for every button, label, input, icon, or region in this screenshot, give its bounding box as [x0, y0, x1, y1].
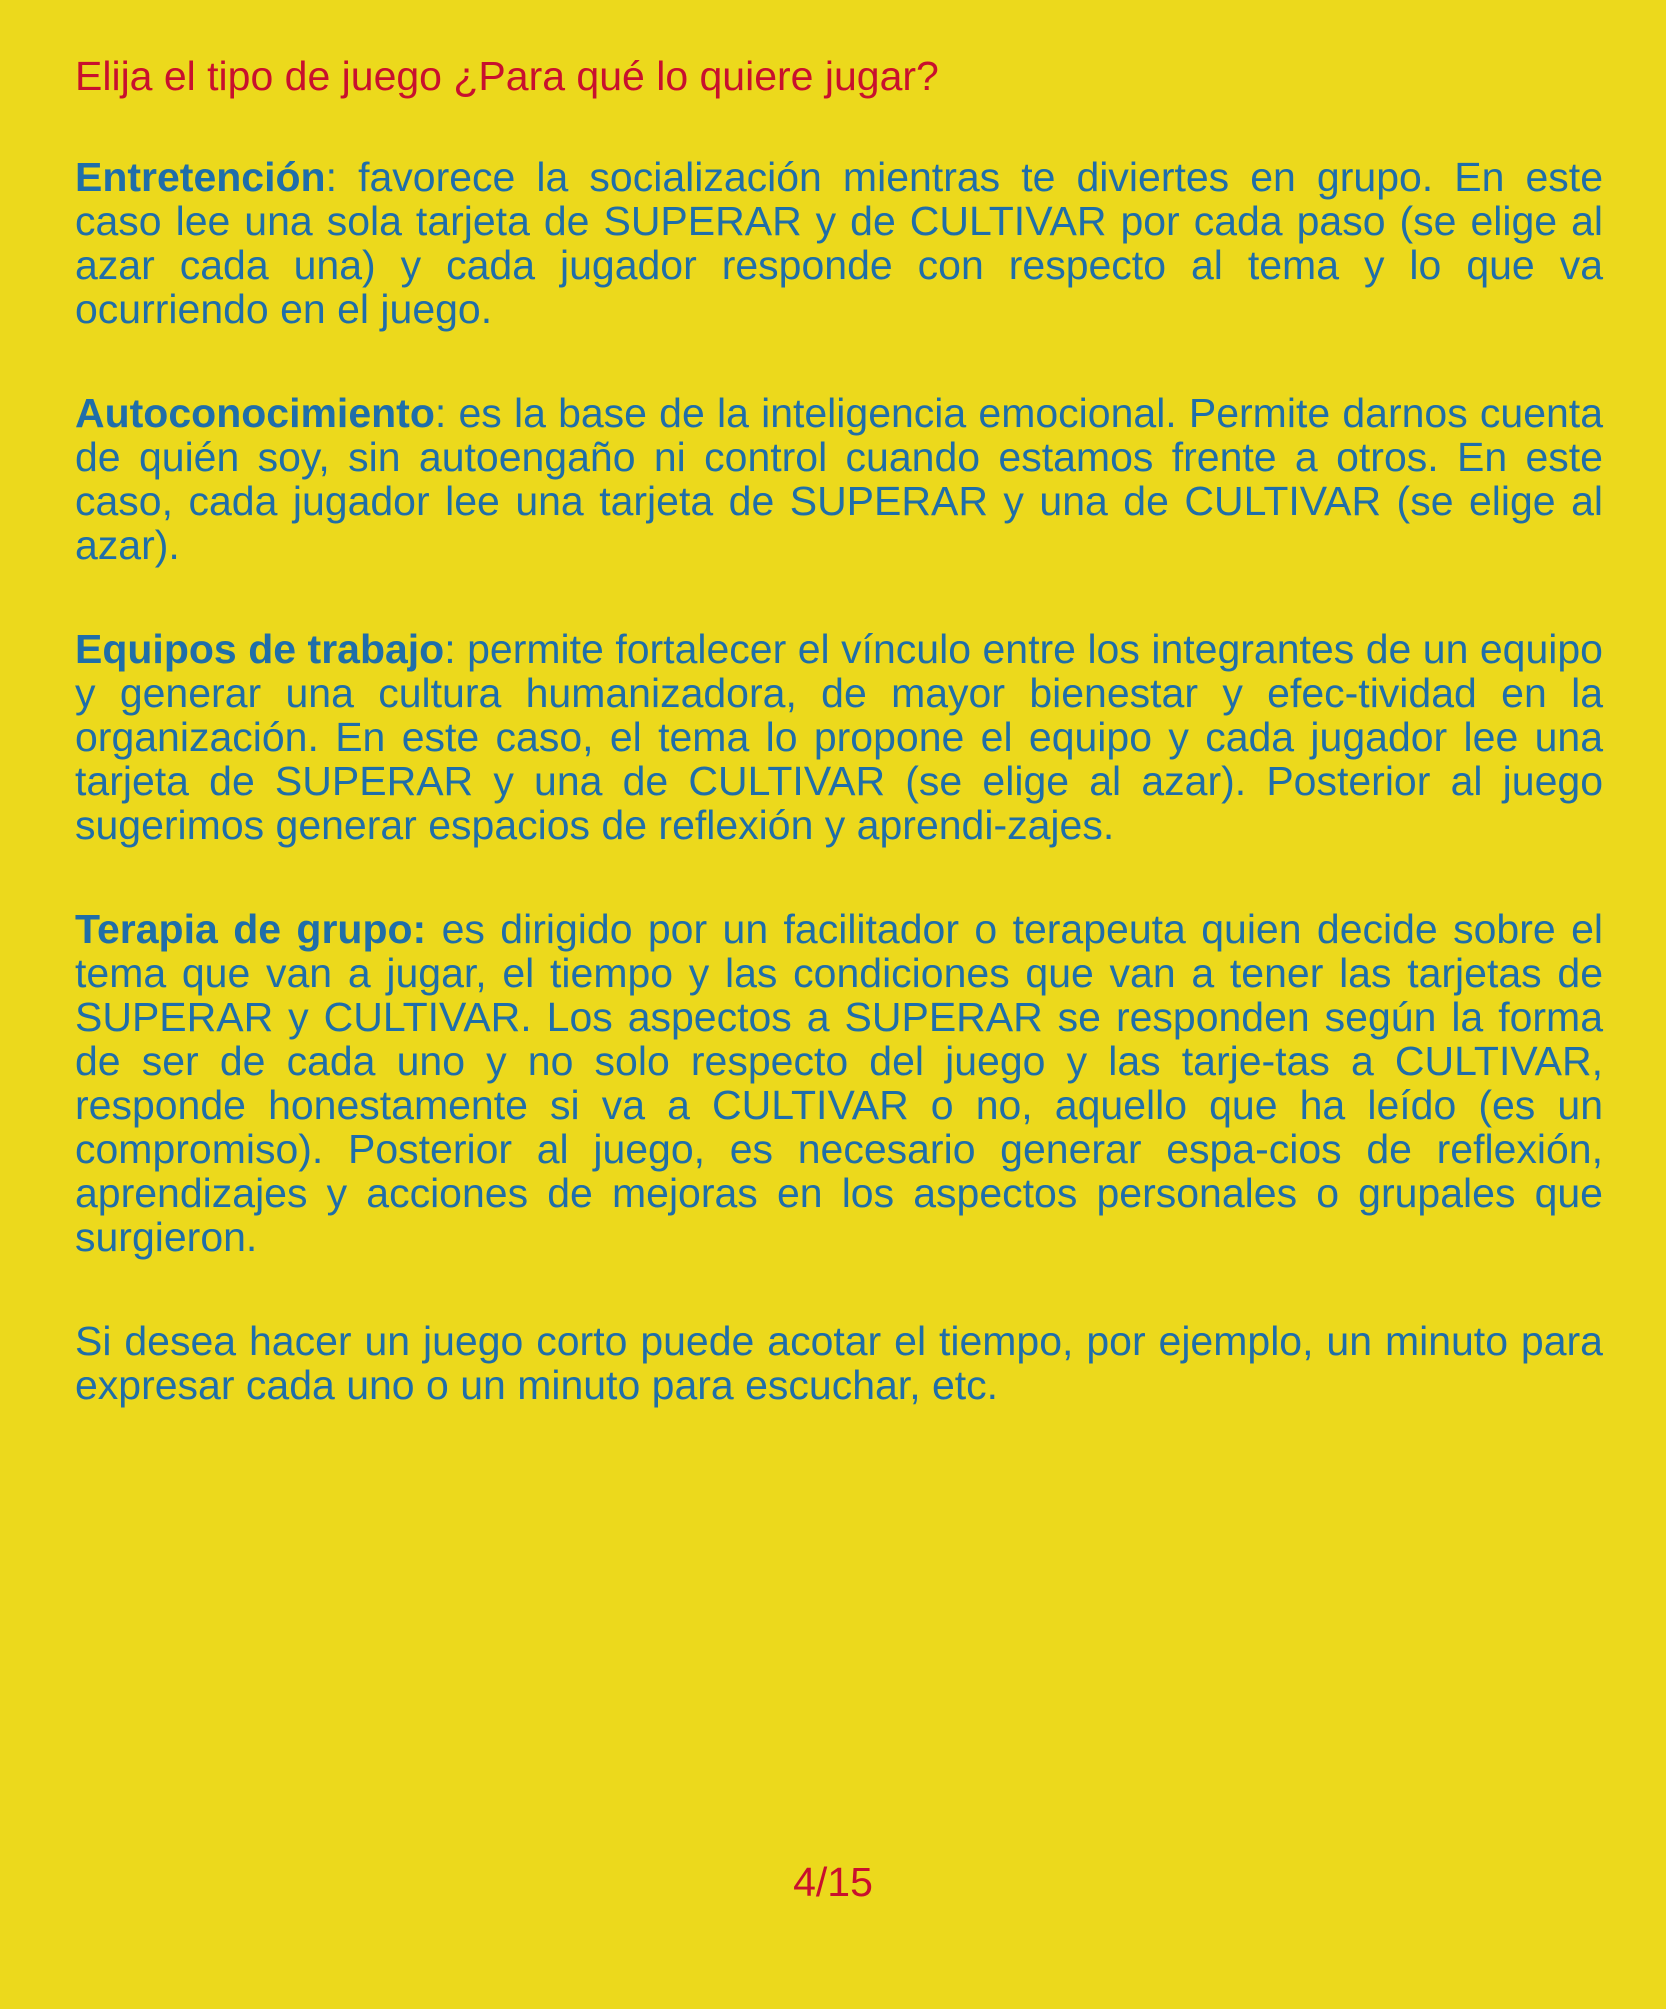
section-autoconocimiento: [75, 391, 1603, 567]
page-number: 4/15: [793, 1859, 873, 1905]
page-heading: Elija el tipo de juego ¿Para qué lo quiere jugar?: [75, 53, 939, 99]
section-text: es dirigido por un facilitador o terapeuta quien decide sobre el tema que van a jugar, el tiempo y las condiciones que van a tener las tarjetas de SUPERAR y CULTIVAR. Los aspectos a SUPERAR se responden según la forma de ser de cada uno y no solo respecto del juego y las tarje-tas a CULTIVAR, responde honestamente si va a CULTIVAR o no, aquello que ha leído (es un compromiso). Posterior al juego, es necesario generar espa-cios de reflexión, aprendizajes y acciones de mejoras en los aspectos personales o grupales que surgieron.: [75, 906, 1603, 1260]
section-equipos-de-trabajo: [75, 627, 1603, 847]
section-terapia-de-grupo: [75, 907, 1603, 1259]
section-separator: :: [434, 390, 447, 436]
section-separator: :: [444, 626, 456, 672]
section-term: Autoconocimiento: [75, 390, 435, 436]
section-separator: :: [325, 154, 337, 200]
page-content: [75, 52, 1603, 1467]
section-entretencion: [75, 155, 1603, 331]
section-term: Terapia de grupo:: [75, 906, 427, 952]
section-term: Entretención: [75, 154, 326, 200]
section-text: permite fortalecer el vínculo entre los integrantes de un equipo y generar una cultura humanizadora, de mayor bienestar y efec-tividad en la organización. En este caso, el tema lo propone el equipo y cada jugador lee una tarjeta de SUPERAR y una de CULTIVAR (se elige al azar). Posterior al juego sugerimos generar espacios de reflexión y aprendi-zajes.: [75, 626, 1603, 848]
closing-paragraph: Si desea hacer un juego corto puede acotar el tiempo, por ejemplo, un minuto para expresar cada uno o un minuto para escuchar, etc.: [75, 1318, 1603, 1408]
section-text: es la base de la inteligencia emocional. Permite darnos cuenta de quién soy, sin autoengaño ni control cuando estamos frente a otros. En este caso, cada jugador lee una tarjeta de SUPERAR y una de CULTIVAR (se elige al azar).: [75, 390, 1603, 568]
section-term: Equipos de trabajo: [75, 626, 445, 672]
section-text: favorece la socialización mientras te diviertes en grupo. En este caso lee una sola tarjeta de SUPERAR y de CULTIVAR por cada paso (se elige al azar cada una) y cada jugador responde con respecto al tema y lo que va ocurriendo en el juego.: [75, 154, 1603, 332]
